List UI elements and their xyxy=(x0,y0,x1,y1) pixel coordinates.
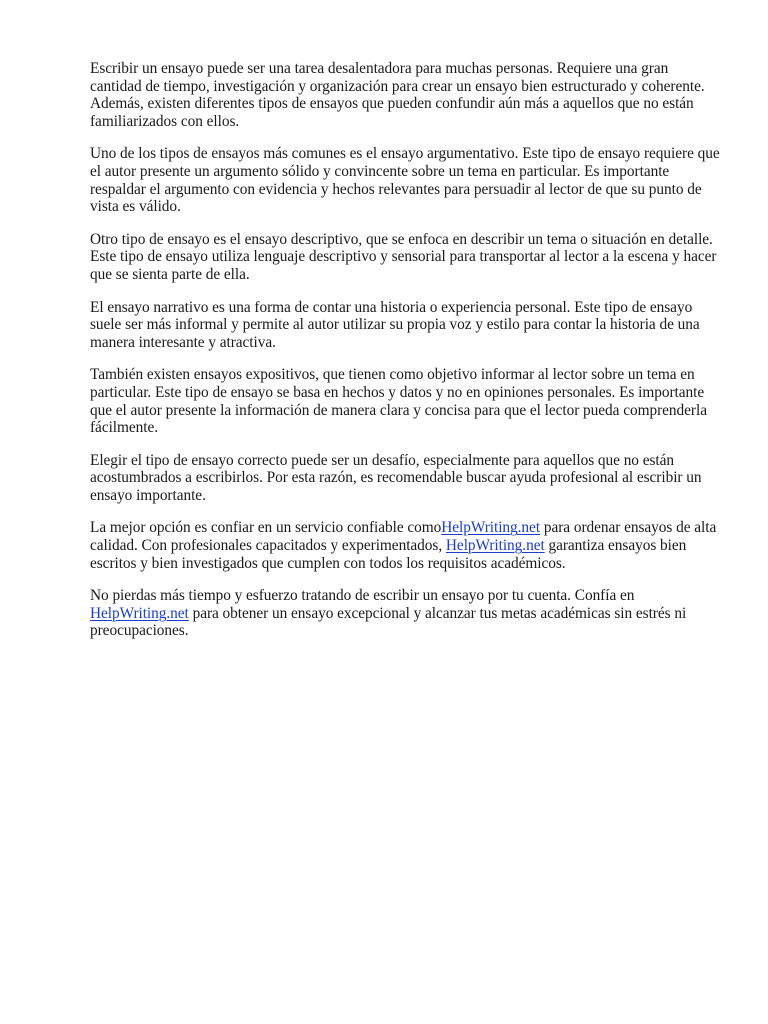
paragraph-text: para obtener un ensayo excepcional y alcanzar tus metas académicas sin estrés ni preocupaciones. xyxy=(90,604,687,640)
paragraph-text: No pierdas más tiempo y esfuerzo tratando de escribir un ensayo por tu cuenta. Confía en xyxy=(90,587,635,605)
helpwriting-link[interactable]: HelpWriting.net xyxy=(441,519,541,537)
paragraph-mejor-opcion xyxy=(90,519,722,572)
paragraph-intro: Escribir un ensayo puede ser una tarea desalentadora para muchas personas. Requiere una gran cantidad de tiempo, investigación y organización para crear un ensayo bien estructurado y coherente. Además, existen diferentes tipos de ensayos que pueden confundir aún más a aquellos que no están familiarizados con ellos. xyxy=(90,60,705,130)
paragraph-argumentativo: Uno de los tipos de ensayos más comunes es el ensayo argumentativo. Este tipo de ensayo requiere que el autor presente un argumento sólido y convincente sobre un tema en particular. Es importante respaldar el argumento con evidencia y hechos relevantes para persuadir al lector de que su punto de vista es válido. xyxy=(90,145,720,216)
paragraph-no-pierdas xyxy=(90,587,722,640)
paragraph-descriptivo: Otro tipo de ensayo es el ensayo descriptivo, que se enfoca en describir un tema o situación en detalle. Este tipo de ensayo utiliza lenguaje descriptivo y sensorial para transportar al lector a la escena y hacer que se sienta parte de ella. xyxy=(90,230,717,283)
paragraph-text: garantiza ensayos bien escritos y bien investigados que cumplen con todos los requisitos académicos. xyxy=(90,537,687,572)
paragraph-expositivo: También existen ensayos expositivos, que tienen como objetivo informar al lector sobre un tema en particular. Este tipo de ensayo se basa en hechos y datos y no en opiniones personales. Es importante que el autor presente la información de manera clara y concisa para que el lector pueda comprenderla fácilmente. xyxy=(90,366,707,437)
paragraph-text: para ordenar ensayos de alta calidad. Con profesionales capacitados y experimentados, xyxy=(90,519,717,555)
paragraph-text: La mejor opción es confiar en un servicio confiable como xyxy=(90,519,442,537)
helpwriting-link[interactable]: HelpWriting.net xyxy=(445,537,545,555)
helpwriting-link[interactable]: HelpWriting.net xyxy=(90,604,189,622)
paragraph-elegir: Elegir el tipo de ensayo correcto puede ser un desafío, especialmente para aquellos que no están acostumbrados a escribirlos. Por esta razón, es recomendable buscar ayuda profesional al escribir un ensayo importante. xyxy=(90,451,702,504)
paragraph-narrativo: El ensayo narrativo es una forma de contar una historia o experiencia personal. Este tipo de ensayo suele ser más informal y permite al autor utilizar su propia voz y estilo para contar la historia de una manera interesante y atractiva. xyxy=(90,298,700,351)
